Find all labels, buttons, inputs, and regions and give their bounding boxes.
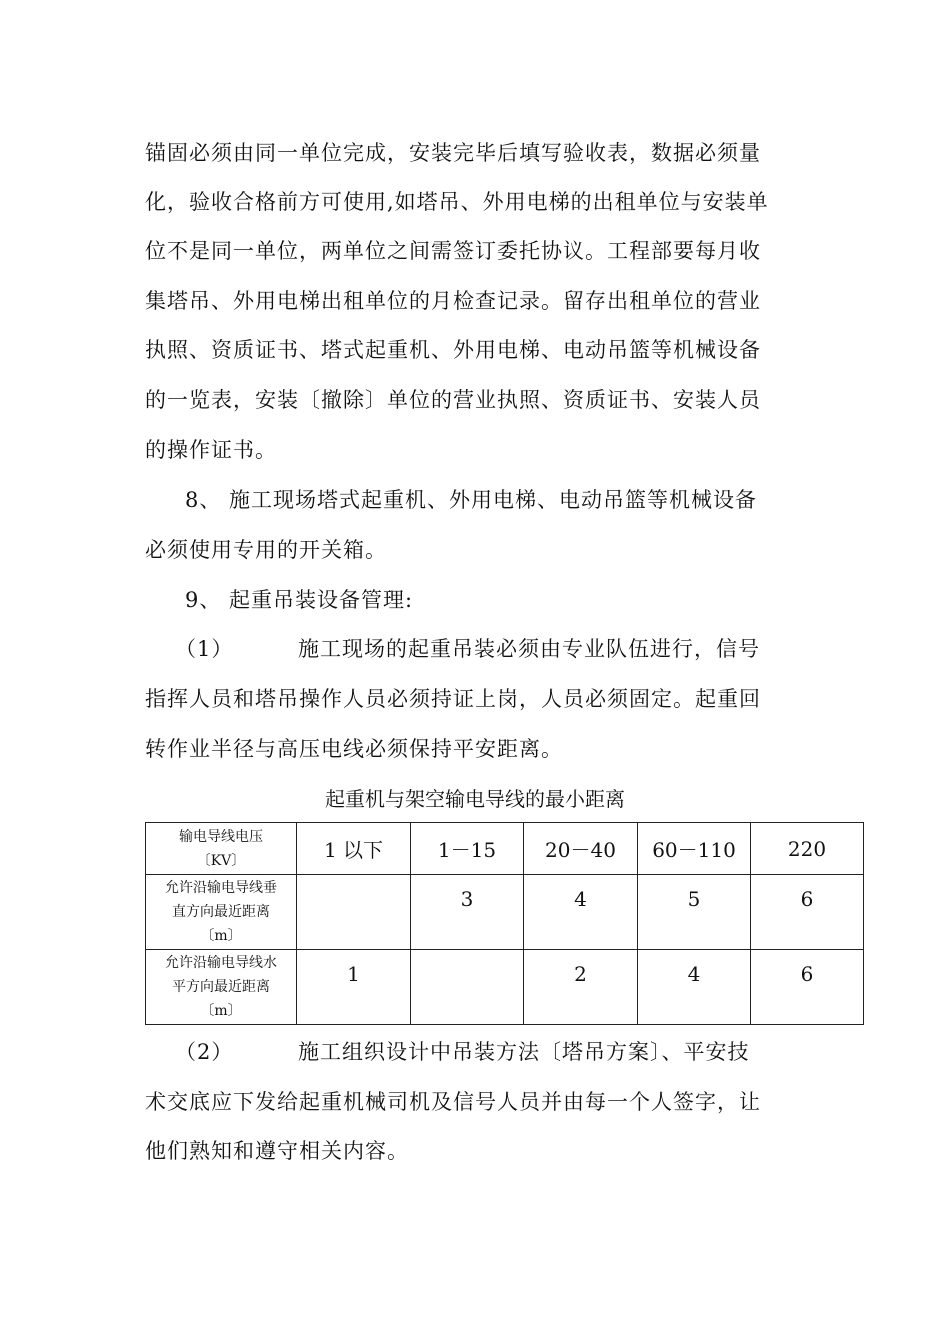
row-label-line: 直方向最近距离 (172, 904, 270, 920)
row-label-line: 允许沿输电导线水 (165, 955, 277, 971)
paragraph-line: 位不是同一单位，两单位之间需签订委托协议。工程部要每月收 (145, 239, 761, 263)
table-row-header (146, 875, 297, 950)
table-header-cell: 220 (751, 823, 864, 875)
table-cell: 2 (524, 950, 638, 1025)
paragraph-line: 转作业半径与高压电线必须保持平安距离。 (145, 737, 563, 761)
paragraph-line: 化，验收合格前方可使用,如塔吊、外用电梯的出租单位与安装单 (145, 190, 769, 214)
paragraph-line: 的操作证书。 (145, 438, 277, 462)
paragraph-line: 锚固必须由同一单位完成，安装完毕后填写验收表，数据必须量 (145, 141, 761, 165)
table-cell: 6 (751, 950, 864, 1025)
table-header-cell: 20－40 (524, 823, 638, 875)
row-label-line: 〔m〕 (200, 1003, 242, 1019)
header-label-line: 〔KV〕 (196, 852, 246, 869)
paragraph-line: 集塔吊、外用电梯出租单位的月检查记录。留存出租单位的营业 (145, 289, 761, 313)
table-cell: 4 (524, 875, 638, 950)
table-cell: 5 (638, 875, 751, 950)
table-cell (297, 875, 411, 950)
table-caption: 起重机与架空输电导线的最小距离 (325, 787, 625, 811)
table-header-row (146, 823, 864, 875)
table-header-cell: 60－110 (638, 823, 751, 875)
paragraph-line: 8、 施工现场塔式起重机、外用电梯、电动吊篮等机械设备 (185, 488, 758, 512)
row-label-line: 平方向最近距离 (172, 979, 270, 995)
distance-table (145, 822, 864, 1025)
paragraph-line: 指挥人员和塔吊操作人员必须持证上岗，人员必须固定。起重回 (145, 687, 761, 711)
list-item-text: 施工现场的起重吊装必须由专业队伍进行，信号 (298, 637, 760, 661)
paragraph-line: 他们熟知和遵守相关内容。 (145, 1139, 409, 1163)
list-item-number: （1） (175, 637, 234, 661)
table-row-header (146, 950, 297, 1025)
header-label-line: 输电导线电压 (179, 828, 263, 845)
table-cell: 3 (411, 875, 524, 950)
table-cell (411, 950, 524, 1025)
list-item-text: 施工组织设计中吊装方法〔塔吊方案〕、平安技 (298, 1040, 750, 1064)
list-item-number: （2） (175, 1040, 234, 1064)
paragraph-line: 的一览表，安装〔撤除〕单位的营业执照、资质证书、安装人员 (145, 388, 761, 412)
paragraph-line: 执照、资质证书、塔式起重机、外用电梯、电动吊篮等机械设备 (145, 338, 761, 362)
row-label-line: 〔m〕 (200, 928, 242, 944)
paragraph-line: 术交底应下发给起重机械司机及信号人员并由每一个人签字，让 (145, 1090, 761, 1114)
table-row-header (146, 823, 297, 875)
table-cell: 4 (638, 950, 751, 1025)
table-row (146, 875, 864, 950)
table-cell: 1 (297, 950, 411, 1025)
table-header-cell: 1－15 (411, 823, 524, 875)
paragraph-line: 必须使用专用的开关箱。 (145, 538, 387, 562)
section-heading: 9、 起重吊装设备管理: (185, 588, 414, 612)
row-label-line: 允许沿输电导线垂 (165, 880, 277, 896)
table-row (146, 950, 864, 1025)
table-cell: 6 (751, 875, 864, 950)
table-header-cell: 1 以下 (297, 823, 411, 875)
